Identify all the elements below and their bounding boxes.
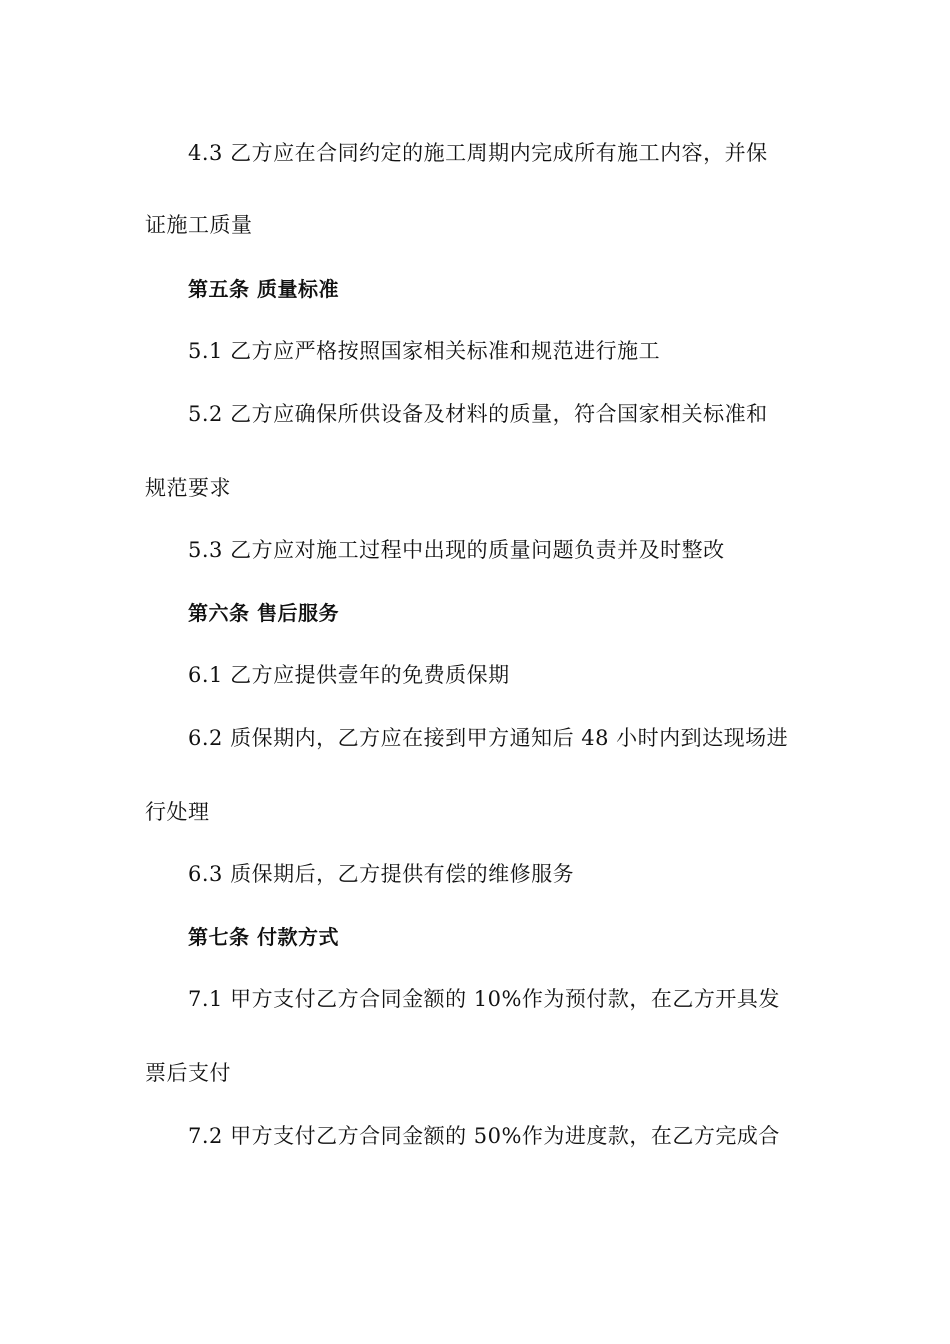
clause-5-2-line-2: 规范要求 bbox=[145, 476, 231, 500]
clause-5-2-line-1: 5.2 乙方应确保所供设备及材料的质量，符合国家相关标准和 bbox=[188, 402, 768, 426]
clause-4-3-line-2: 证施工质量 bbox=[145, 213, 253, 237]
clause-7-1-line-2: 票后支付 bbox=[145, 1061, 231, 1085]
section-heading-article-7: 第七条 付款方式 bbox=[188, 925, 339, 949]
clause-4-3-line-1: 4.3 乙方应在合同约定的施工周期内完成所有施工内容，并保 bbox=[188, 141, 768, 165]
clause-6-3: 6.3 质保期后，乙方提供有偿的维修服务 bbox=[188, 862, 575, 886]
clause-6-2-line-2: 行处理 bbox=[145, 800, 210, 824]
clause-5-3: 5.3 乙方应对施工过程中出现的质量问题负责并及时整改 bbox=[188, 538, 725, 562]
clause-6-1: 6.1 乙方应提供壹年的免费质保期 bbox=[188, 663, 510, 687]
clause-7-1-line-1: 7.1 甲方支付乙方合同金额的 10%作为预付款，在乙方开具发 bbox=[188, 987, 780, 1011]
section-heading-article-5: 第五条 质量标准 bbox=[188, 277, 339, 301]
clause-7-2-line-1: 7.2 甲方支付乙方合同金额的 50%作为进度款，在乙方完成合 bbox=[188, 1124, 780, 1148]
section-heading-article-6: 第六条 售后服务 bbox=[188, 601, 339, 625]
clause-5-1: 5.1 乙方应严格按照国家相关标准和规范进行施工 bbox=[188, 339, 661, 363]
clause-6-2-line-1: 6.2 质保期内，乙方应在接到甲方通知后 48 小时内到达现场进 bbox=[188, 726, 789, 750]
